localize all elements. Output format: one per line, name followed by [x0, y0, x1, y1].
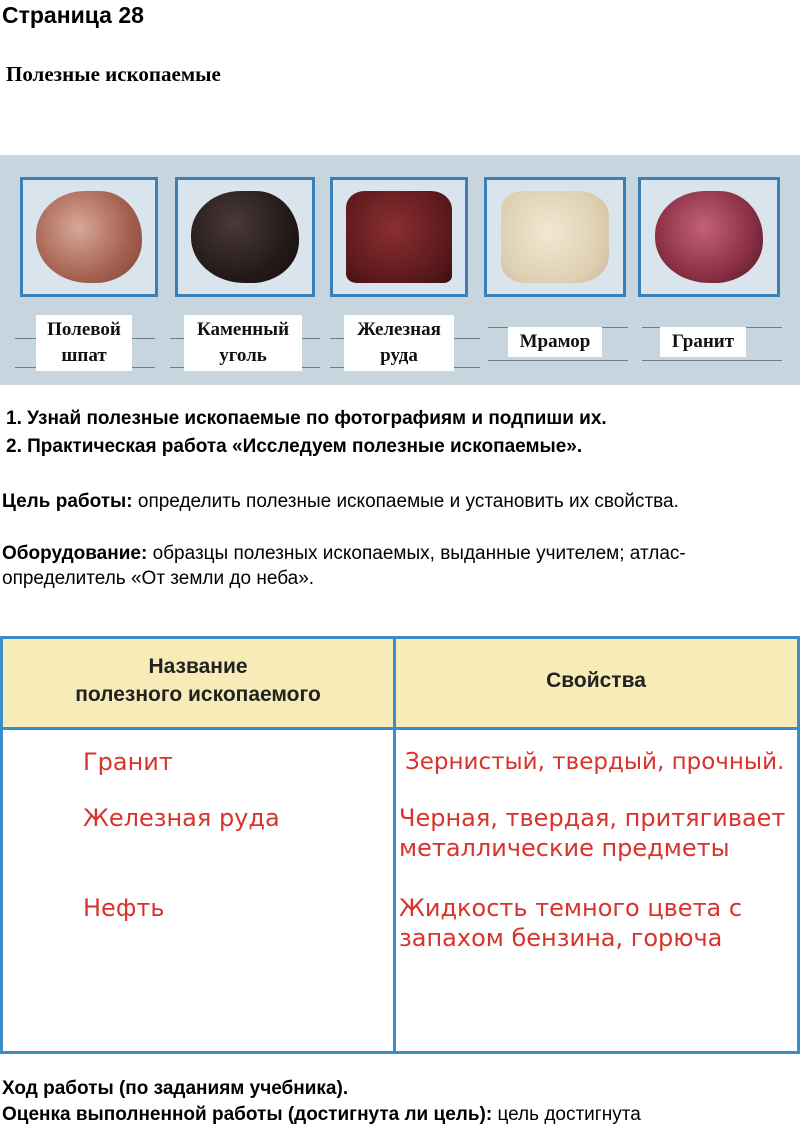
- mineral-photo-coal: [175, 177, 315, 297]
- label-line: Мрамор: [519, 331, 591, 352]
- rock-image: [191, 191, 298, 282]
- property-line: Зернистый, твердый, прочный.: [405, 749, 785, 775]
- table-header: [3, 639, 797, 730]
- assessment: [2, 1104, 641, 1126]
- equipment-label: Оборудование:: [2, 543, 148, 564]
- minerals-photo-panel: [0, 155, 800, 385]
- question-2: 2. Практическая работа «Исследуем полезные ископаемые».: [6, 436, 583, 457]
- properties-table: [0, 636, 800, 1054]
- goal-paragraph: [2, 489, 792, 514]
- header-name: [3, 653, 393, 709]
- property-line: Черная, твердая, притягивает: [399, 804, 786, 832]
- goal-text: определить полезные ископаемые и установить их свойства.: [132, 491, 679, 512]
- rock-image: [501, 191, 610, 282]
- question-1: 1. Узнай полезные ископаемые по фотографиям и подпиши их.: [6, 408, 607, 429]
- equipment-text: образцы полезных ископаемых, выданные учителем; атлас-определитель «От земли до неба».: [2, 543, 686, 589]
- label-line: Гранит: [671, 331, 735, 352]
- rock-image: [655, 191, 764, 282]
- mineral-photo-granite: [638, 177, 780, 297]
- row-3-name: Нефть: [83, 894, 165, 922]
- row-2-properties: [399, 803, 785, 863]
- answer-line: [488, 360, 628, 361]
- rock-image: [36, 191, 142, 282]
- row-2-name: Железная руда: [83, 804, 280, 832]
- rock-image: [346, 191, 452, 282]
- mineral-label-4: [508, 327, 602, 357]
- column-divider: [393, 639, 396, 1051]
- mineral-photo-marble: [484, 177, 626, 297]
- goal-label: Цель работы:: [2, 491, 133, 512]
- row-1-name: Гранит: [83, 748, 173, 776]
- label-line: шпат: [61, 345, 107, 366]
- row-1-properties: [405, 747, 784, 777]
- label-line: Каменный: [196, 319, 290, 340]
- property-line: Жидкость темного цвета с: [399, 894, 743, 922]
- mineral-photo-iron-ore: [330, 177, 468, 297]
- label-line: Полевой: [47, 319, 121, 340]
- mineral-label-1: [36, 315, 132, 371]
- mineral-photo-feldspar: [20, 177, 158, 297]
- header-line: Название: [148, 655, 248, 678]
- assessment-label: Оценка выполненной работы (достигнута ли цель):: [2, 1104, 493, 1125]
- row-3-properties: [399, 893, 742, 953]
- label-line: Железная: [357, 319, 441, 340]
- property-line: металлические предметы: [399, 834, 730, 862]
- section-title: Полезные ископаемые: [6, 62, 221, 86]
- answer-line: [642, 360, 782, 361]
- mineral-label-2: [184, 315, 302, 371]
- header-line: полезного ископаемого: [75, 683, 321, 706]
- header-properties: Свойства: [546, 669, 646, 692]
- property-line: запахом бензина, горюча: [399, 924, 723, 952]
- page-title: Страница 28: [2, 2, 144, 28]
- mineral-label-5: [660, 327, 746, 357]
- assessment-text: цель достигнута: [492, 1104, 641, 1125]
- equipment-paragraph: [2, 541, 792, 591]
- label-line: руда: [380, 345, 418, 366]
- work-progress: Ход работы (по заданиям учебника).: [2, 1078, 349, 1099]
- mineral-label-3: [344, 315, 454, 371]
- label-line: уголь: [219, 345, 267, 366]
